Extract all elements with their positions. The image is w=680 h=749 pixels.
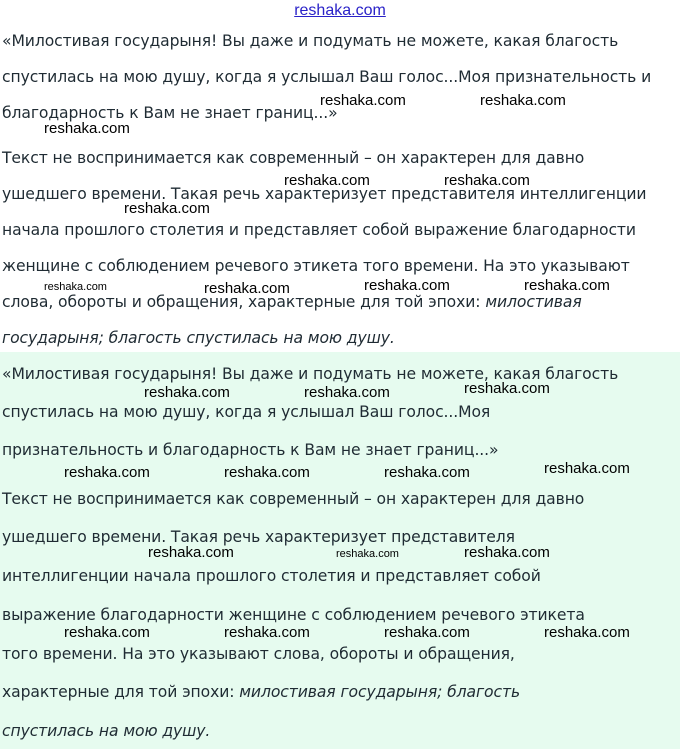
text-line: [2, 292, 582, 312]
text-line: начала прошлого столетия и представляет собой выражение благодарности: [2, 221, 636, 239]
text-line: ушедшего времени. Такая речь характеризует представителя интеллигенции: [2, 185, 647, 203]
text-line: женщине с соблюдением речевого этикета того времени. На это указывают: [2, 257, 630, 275]
watermark: reshaka.com: [480, 92, 566, 109]
text-line: [2, 682, 520, 702]
watermark: reshaka.com: [64, 624, 150, 641]
watermark: reshaka.com: [444, 172, 530, 189]
watermark: reshaka.com: [384, 624, 470, 641]
text-line: ушедшего времени. Такая речь характеризует представителя: [2, 528, 515, 546]
text-line: «Милостивая государыня! Вы даже и подумать не можете, какая благость: [2, 32, 619, 50]
italic-quote: милостивая государыня; благость: [239, 683, 521, 701]
watermark: reshaka.com: [524, 277, 610, 294]
text-line: [2, 721, 210, 741]
watermark: reshaka.com: [204, 280, 290, 297]
text-line: спустилась на мою душу, когда я услышал Ваш голос...Моя признательность и: [2, 68, 652, 86]
watermark: reshaka.com: [320, 92, 406, 109]
text-line: интеллигенции начала прошлого столетия и представляет собой: [2, 567, 541, 585]
italic-quote: милостивая: [485, 293, 582, 311]
site-link[interactable]: reshaka.com: [294, 2, 386, 19]
italic-quote: государыня; благость спустилась на мою душу.: [2, 329, 395, 347]
text-segment: слова, обороты и обращения, характерные для той эпохи:: [2, 293, 486, 311]
text-line: признательность и благодарность к Вам не знает границ...»: [2, 441, 499, 459]
text-line: [2, 328, 395, 348]
text-segment: характерные для той эпохи:: [2, 683, 240, 701]
watermark: reshaka.com: [464, 544, 550, 561]
watermark: reshaka.com: [144, 384, 230, 401]
watermark: reshaka.com: [64, 464, 150, 481]
text-line: того времени. На это указывают слова, обороты и обращения,: [2, 645, 515, 663]
watermark: reshaka.com: [284, 172, 370, 189]
watermark: reshaka.com: [148, 544, 234, 561]
watermark: reshaka.com: [44, 120, 130, 137]
text-line: Текст не воспринимается как современный – он характерен для давно: [2, 490, 585, 508]
watermark: reshaka.com: [44, 281, 107, 293]
watermark: reshaka.com: [224, 464, 310, 481]
italic-quote: спустилась на мою душу.: [2, 722, 211, 740]
watermark: reshaka.com: [544, 460, 630, 477]
text-line: выражение благодарности женщине с соблюдением речевого этикета: [2, 606, 585, 624]
text-line: благодарность к Вам не знает границ...»: [2, 104, 338, 122]
text-line: «Милостивая государыня! Вы даже и подумать не можете, какая благость: [2, 365, 619, 383]
watermark: reshaka.com: [224, 624, 310, 641]
watermark: reshaka.com: [364, 277, 450, 294]
text-line: Текст не воспринимается как современный – он характерен для давно: [2, 149, 585, 167]
watermark: reshaka.com: [464, 380, 550, 397]
watermark: reshaka.com: [384, 464, 470, 481]
watermark: reshaka.com: [124, 200, 210, 217]
watermark: reshaka.com: [544, 624, 630, 641]
text-line: спустилась на мою душу, когда я услышал Ваш голос...Моя: [2, 403, 491, 421]
watermark: reshaka.com: [304, 384, 390, 401]
watermark: reshaka.com: [336, 548, 399, 560]
